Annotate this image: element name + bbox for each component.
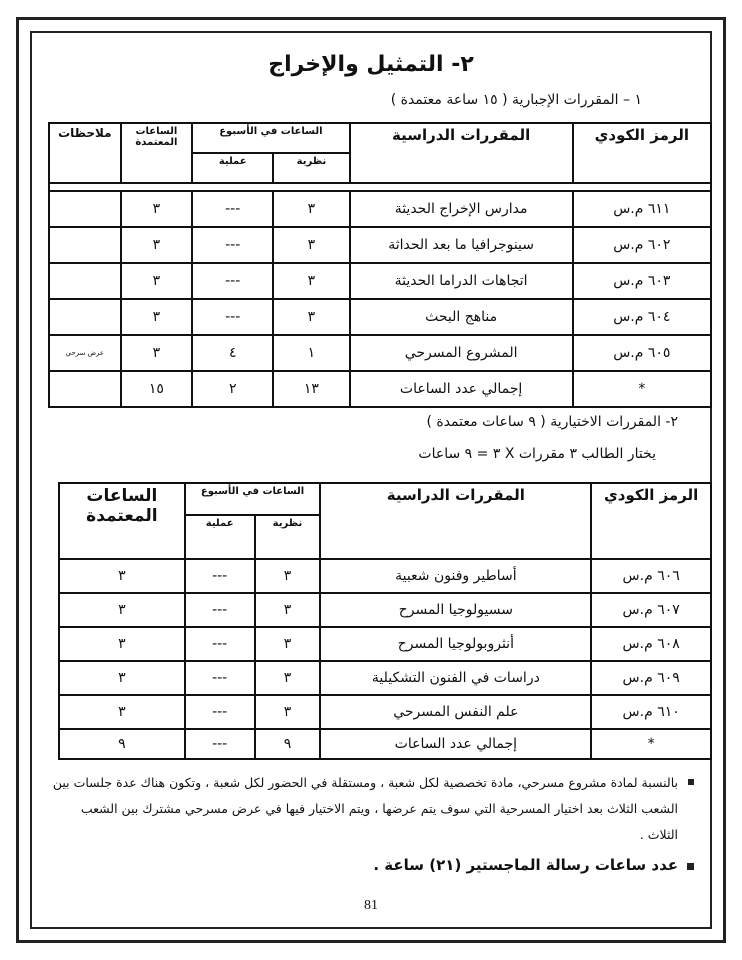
header-weekly-hours: الساعات في الأسبوع bbox=[192, 123, 349, 153]
header-theory: نظرية bbox=[255, 515, 321, 559]
header-credit-hours: الساعات المعتمدة bbox=[59, 483, 185, 559]
header-credit-hours: الساعات المعتمدة bbox=[121, 123, 193, 183]
notes bbox=[49, 371, 121, 407]
course-code: ٦٠٧ م.س bbox=[591, 593, 711, 627]
credit-hours: ٣ bbox=[59, 593, 185, 627]
course-name: أساطير وفنون شعبية bbox=[320, 559, 591, 593]
header-code: الرمز الكودي bbox=[573, 123, 711, 183]
theory-hours: ٣ bbox=[273, 227, 349, 263]
course-name: سسيولوجيا المسرح bbox=[320, 593, 591, 627]
table-row bbox=[59, 627, 711, 661]
notes bbox=[49, 299, 121, 335]
header-course: المقررات الدراسية bbox=[350, 123, 573, 183]
course-name: علم النفس المسرحي bbox=[320, 695, 591, 729]
course-code: ٦١٠ م.س bbox=[591, 695, 711, 729]
table-row bbox=[49, 263, 711, 299]
header-theory: نظرية bbox=[273, 153, 349, 183]
course-code: ٦٠٤ م.س bbox=[573, 299, 711, 335]
table-row bbox=[49, 191, 711, 227]
table-row bbox=[49, 335, 711, 371]
credit-hours: ٣ bbox=[59, 627, 185, 661]
table-row bbox=[59, 661, 711, 695]
course-code: * bbox=[573, 371, 711, 407]
course-name: سينوجرافيا ما بعد الحداثة bbox=[350, 227, 573, 263]
header-practical: عملية bbox=[192, 153, 273, 183]
header-practical: عملية bbox=[185, 515, 255, 559]
course-name: أنثروبولوجيا المسرح bbox=[320, 627, 591, 661]
notes bbox=[49, 227, 121, 263]
course-name: اتجاهات الدراما الحديثة bbox=[350, 263, 573, 299]
theory-hours: ٣ bbox=[255, 627, 321, 661]
theory-hours: ٣ bbox=[273, 299, 349, 335]
header-course: المقررات الدراسية bbox=[320, 483, 591, 559]
credit-hours: ٩ bbox=[59, 729, 185, 759]
header-notes: ملاحظات bbox=[49, 123, 121, 183]
credit-hours: ١٥ bbox=[121, 371, 193, 407]
practical-hours: --- bbox=[185, 593, 255, 627]
elective-courses-table bbox=[58, 482, 712, 760]
practical-hours: --- bbox=[192, 263, 273, 299]
credit-hours: ٣ bbox=[121, 191, 193, 227]
practical-hours: --- bbox=[185, 627, 255, 661]
credit-hours: ٣ bbox=[121, 299, 193, 335]
course-code: ٦١١ م.س bbox=[573, 191, 711, 227]
page-number: 81 bbox=[364, 898, 378, 913]
practical-hours: ٢ bbox=[192, 371, 273, 407]
course-name: مناهج البحث bbox=[350, 299, 573, 335]
square-bullet-icon bbox=[687, 863, 694, 870]
theory-hours: ١٣ bbox=[273, 371, 349, 407]
compulsory-courses-table bbox=[48, 122, 712, 408]
table-row bbox=[59, 695, 711, 729]
credit-hours: ٣ bbox=[59, 559, 185, 593]
course-name: إجمالي عدد الساعات bbox=[350, 371, 573, 407]
course-code: ٦٠٥ م.س bbox=[573, 335, 711, 371]
course-name: دراسات في الفنون التشكيلية bbox=[320, 661, 591, 695]
course-code: ٦٠٣ م.س bbox=[573, 263, 711, 299]
course-name: المشروع المسرحي bbox=[350, 335, 573, 371]
course-code: ٦٠٩ م.س bbox=[591, 661, 711, 695]
course-code: ٦٠٨ م.س bbox=[591, 627, 711, 661]
theory-hours: ٣ bbox=[255, 695, 321, 729]
list-item bbox=[50, 852, 694, 878]
course-code: ٦٠٢ م.س bbox=[573, 227, 711, 263]
notes: عرض سرحي bbox=[49, 335, 121, 371]
practical-hours: --- bbox=[185, 695, 255, 729]
practical-hours: --- bbox=[185, 661, 255, 695]
table-row bbox=[49, 227, 711, 263]
practical-hours: ٤ bbox=[192, 335, 273, 371]
table-row bbox=[49, 299, 711, 335]
square-bullet-icon bbox=[688, 779, 694, 785]
table-row bbox=[59, 593, 711, 627]
header-code: الرمز الكودي bbox=[591, 483, 711, 559]
theory-hours: ٣ bbox=[255, 559, 321, 593]
elective-heading: ٢- المقررات الاختيارية ( ٩ ساعات معتمدة ) bbox=[426, 414, 678, 430]
credit-hours: ٣ bbox=[121, 227, 193, 263]
course-code: * bbox=[591, 729, 711, 759]
credit-hours: ٣ bbox=[59, 695, 185, 729]
practical-hours: --- bbox=[192, 227, 273, 263]
notes-list bbox=[50, 770, 694, 878]
elective-note: يختار الطالب ٣ مقررات X ٣ = ٩ ساعات bbox=[418, 446, 656, 462]
theory-hours: ٣ bbox=[273, 263, 349, 299]
credit-hours: ٣ bbox=[121, 335, 193, 371]
practical-hours: --- bbox=[192, 191, 273, 227]
theory-hours: ٣ bbox=[273, 191, 349, 227]
compulsory-heading: ١ – المقررات الإجبارية ( ١٥ ساعة معتمدة ) bbox=[390, 92, 642, 108]
practical-hours: --- bbox=[185, 729, 255, 759]
credit-hours: ٣ bbox=[121, 263, 193, 299]
credit-hours: ٣ bbox=[59, 661, 185, 695]
header-weekly-hours: الساعات في الأسبوع bbox=[185, 483, 321, 515]
project-note: بالنسبة لمادة مشروع مسرحي، مادة تخصصية لكل شعبة ، ومستقلة في الحضور لكل شعبة ، وتكون هناك عدة جلسات بين الشعب الثلاث بعد اختيار المسرحية التي سوف يتم عرضها ، ويتم الاختيار فيها في عرض مسرحي مشترك بين الشعب الثلاث . bbox=[52, 775, 678, 842]
practical-hours: --- bbox=[185, 559, 255, 593]
table-row-total bbox=[49, 371, 711, 407]
theory-hours: ٣ bbox=[255, 593, 321, 627]
list-item bbox=[50, 770, 694, 848]
notes bbox=[49, 191, 121, 227]
table-row bbox=[59, 559, 711, 593]
course-name: مدارس الإخراج الحديثة bbox=[350, 191, 573, 227]
theory-hours: ٣ bbox=[255, 661, 321, 695]
thesis-hours-note: عدد ساعات رسالة الماجستير (٢١) ساعة . bbox=[373, 856, 678, 874]
practical-hours: --- bbox=[192, 299, 273, 335]
theory-hours: ١ bbox=[273, 335, 349, 371]
table-row-total bbox=[59, 729, 711, 759]
notes bbox=[49, 263, 121, 299]
theory-hours: ٩ bbox=[255, 729, 321, 759]
course-name: إجمالي عدد الساعات bbox=[320, 729, 591, 759]
course-code: ٦٠٦ م.س bbox=[591, 559, 711, 593]
section-title: ٢- التمثيل والإخراج bbox=[268, 52, 474, 77]
